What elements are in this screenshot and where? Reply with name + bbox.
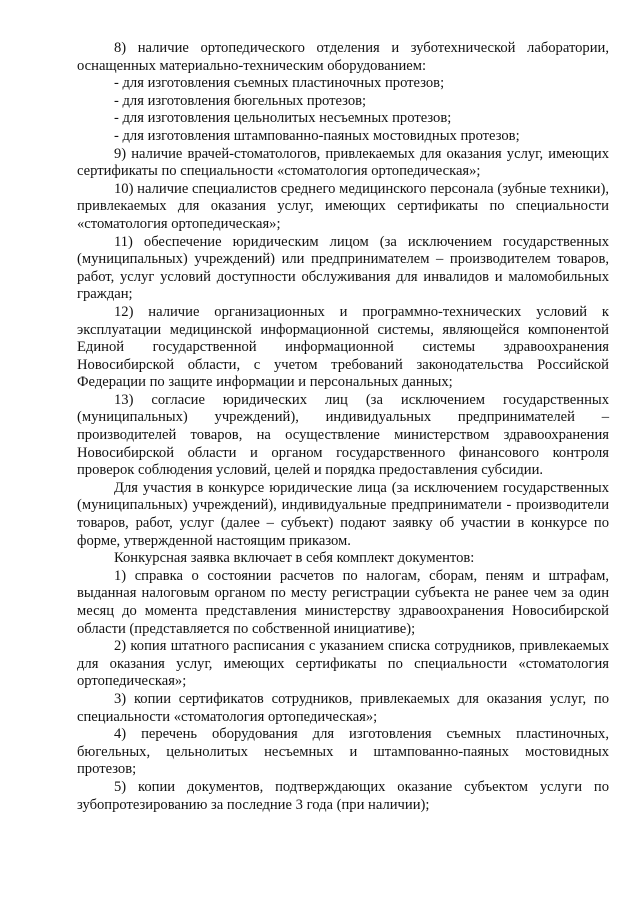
paragraph: 9) наличие врачей-стоматологов, привлекаемых для оказания услуг, имеющих сертификаты по специальности «стоматология ортопедическая»; [77,145,609,180]
paragraph: 10) наличие специалистов среднего медицинского персонала (зубные техники), привлекаемых для оказания услуг, имеющих сертификаты по специальности «стоматология ортопедическая»; [77,180,609,232]
paragraph: 2) копия штатного расписания с указанием списка сотрудников, привлекаемых для оказания услуг, имеющих сертификаты по специальности «стоматология ортопедическая»; [77,638,609,690]
paragraph: Конкурсная заявка включает в себя комплект документов: [114,550,475,567]
paragraph: 3) копии сертификатов сотрудников, привлекаемых для оказания услуг, по специальности «стоматология ортопедическая»; [77,690,609,725]
list-item: - для изготовления штампованно-паяных мостовидных протезов; [114,127,520,144]
paragraph: 5) копии документов, подтверждающих оказание субъектом услуги по зубопротезированию за последние 3 года (при наличии); [77,778,609,813]
list-item: - для изготовления цельнолитых несъемных протезов; [114,110,452,127]
paragraph: 4) перечень оборудования для изготовления съемных пластиночных, бюгельных, цельнолитых несъемных и штампованно-паяных мостовидных протезов; [77,726,609,778]
document-page [77,40,609,814]
list-item: - для изготовления бюгельных протезов; [114,92,367,109]
paragraph: 13) согласие юридических лиц (за исключением государственных (муниципальных) учреждений), индивидуальных предпринимателей – производителей товаров, на осуществление министерством здравоохранения Новосибирской области и органом государственного финансового контроля проверок соблюдения условий, целей и порядка предоставления субсидии. [77,391,609,479]
paragraph: 11) обеспечение юридическим лицом (за исключением государственных (муниципальных) учреждений) или предпринимателем – производителем товаров, работ, услуг условий доступности обслуживания для инвалидов и маломобильных граждан; [77,233,609,303]
list-item: - для изготовления съемных пластиночных протезов; [114,75,445,92]
paragraph: 8) наличие ортопедического отделения и зуботехнической лаборатории, оснащенных материально-техническим оборудованием: [77,40,609,74]
paragraph: 12) наличие организационных и программно-технических условий к эксплуатации медицинской информационной системы, являющейся компонентой Единой государственной информационной системы здравоохранения Новосибирской области, с учетом требований законодательства Российской Федерации по защите информации и персональных данных; [77,303,609,391]
paragraph: Для участия в конкурсе юридические лица (за исключением государственных (муниципальных) учреждений), индивидуальные предприниматели - производители товаров, работ, услуг (далее – субъект) подают заявку об участии в конкурсе по форме, утвержденной настоящим приказом. [77,479,609,549]
paragraph: 1) справка о состоянии расчетов по налогам, сборам, пеням и штрафам, выданная налоговым органом по месту регистрации субъекта не ранее чем за один месяц до момента представления министерству здравоохранения Новосибирской области (представляется по собственной инициативе); [77,567,609,637]
